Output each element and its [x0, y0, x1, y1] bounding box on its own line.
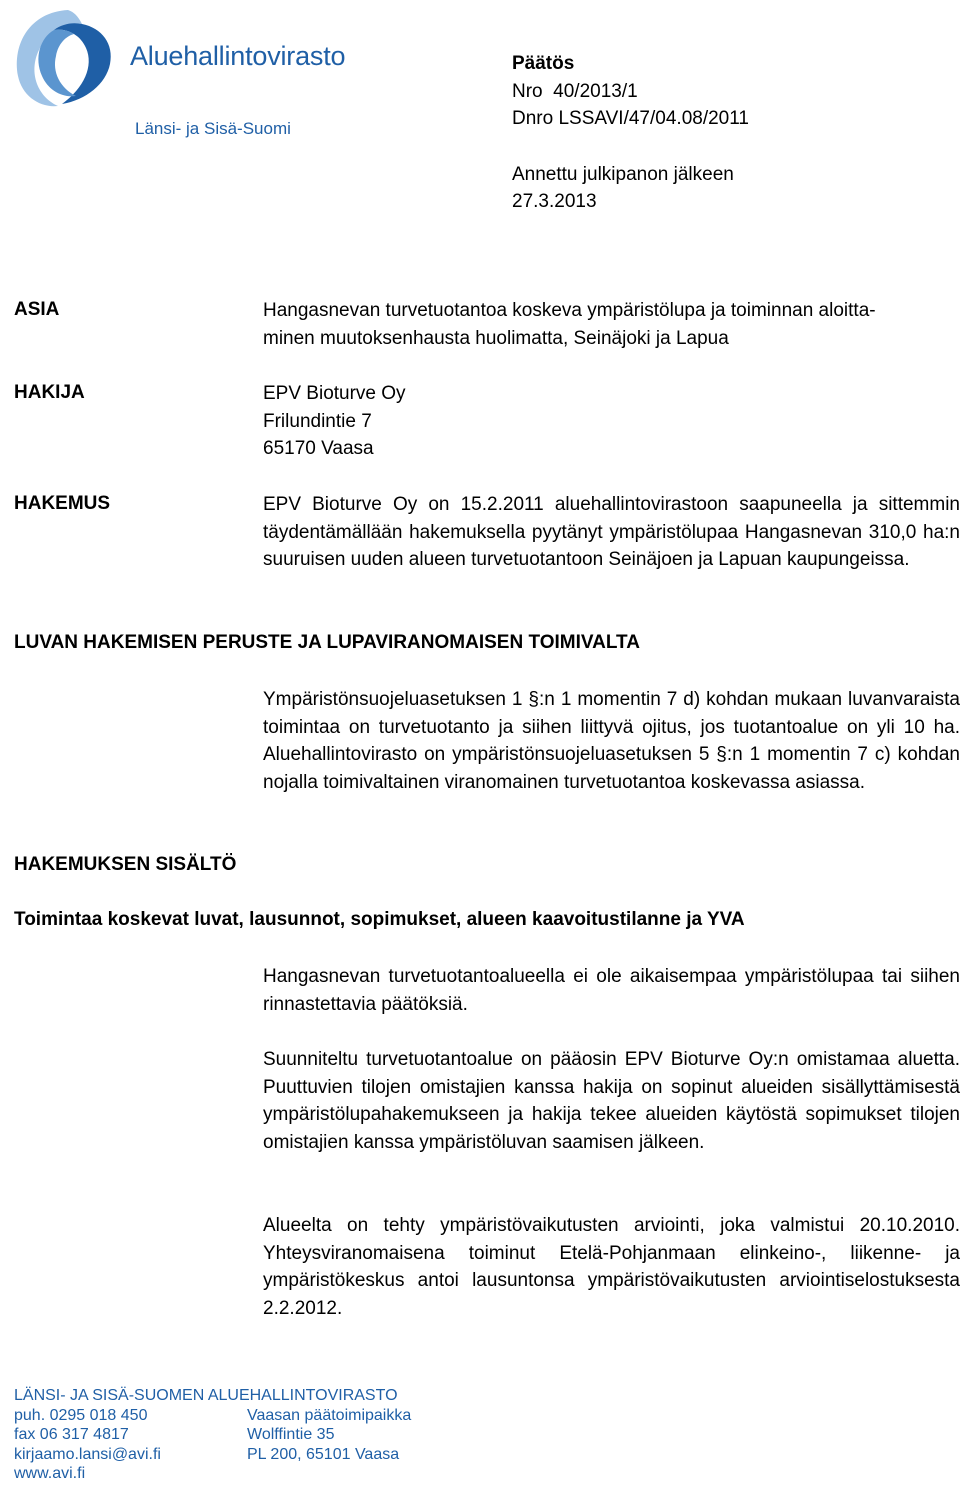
- paragraph-1: Hangasnevan turvetuotantoalueella ei ole aikaisempaa ympäristölupaa tai siihen rinnastettavia päätöksiä.: [263, 966, 960, 1015]
- region-name: Länsi- ja Sisä-Suomi: [135, 119, 291, 138]
- decision-title: Päätös: [512, 53, 575, 74]
- asia-text: Hangasnevan turvetuotantoa koskeva ympäristölupa ja toiminnan aloitta- minen muutoksenhausta huolimatta, Seinäjoki ja Lapua: [263, 300, 876, 349]
- footer-fax: fax 06 317 4817: [14, 1426, 129, 1443]
- hakija-label: HAKIJA: [14, 382, 85, 403]
- peruste-text: Ympäristönsuojeluasetuksen 1 §:n 1 momentin 7 d) kohdan mukaan luvanvaraista toimintaa on turvetuotanto ja siihen liittyvä ojitus, jos tuotantoalue on yli 10 ha. Aluehallintovirasto on ympäristönsuojeluasetuksen 5 §:n 1 momentin 7 c) kohdan nojalla toimivaltainen viranomainen turvetuotantoa koskevassa asiassa.: [263, 689, 960, 793]
- footer-email[interactable]: kirjaamo.lansi@avi.fi: [14, 1445, 161, 1463]
- toimintaa-heading: Toimintaa koskevat luvat, lausunnot, sopimukset, alueen kaavoitustilanne ja YVA: [14, 909, 745, 930]
- decision-number: Nro 40/2013/1: [512, 80, 638, 102]
- hakemus-label: HAKEMUS: [14, 493, 111, 514]
- footer-org: LÄNSI- JA SISÄ-SUOMEN ALUEHALLINTOVIRASTO: [14, 1387, 398, 1404]
- footer-address: [247, 1406, 411, 1465]
- footer-office: Vaasan päätoimipaikka: [247, 1406, 412, 1424]
- issued-date: 27.3.2013: [512, 191, 597, 212]
- asia-label: ASIA: [14, 299, 60, 320]
- footer-street: Wolffintie 35: [247, 1426, 335, 1443]
- paragraph-3: Alueelta on tehty ympäristövaikutusten arviointi, joka valmistui 20.10.2010. Yhteysviranomaisena toiminut Etelä-Pohjanmaan elinkeino-, liikenne- ja ympäristökeskus antoi lausuntonsa ympäristövaikutusten arviointiselostuksesta 2.2.2012.: [263, 1215, 960, 1319]
- decision-dnro: Dnro LSSAVI/47/04.08/2011: [512, 108, 749, 129]
- peruste-heading: LUVAN HAKEMISEN PERUSTE JA LUPAVIRANOMAISEN TOIMIVALTA: [14, 632, 640, 653]
- footer-postal: PL 200, 65101 Vaasa: [247, 1445, 400, 1463]
- logo-wordmark: Aluehallintovirasto: [130, 41, 346, 71]
- footer: [14, 1386, 412, 1484]
- issued-label: Annettu julkipanon jälkeen: [512, 163, 734, 185]
- footer-phone: puh. 0295 018 450: [14, 1406, 148, 1424]
- hakija-address: EPV Bioturve Oy Frilundintie 7 65170 Vaasa: [263, 383, 406, 459]
- decision-info: [512, 50, 749, 216]
- paragraph-2: Suunniteltu turvetuotantoalue on pääosin EPV Bioturve Oy:n omistamaa aluetta. Puuttuvien tilojen omistajien kanssa hakija on sopinut alueiden sisällyttämisestä ympäristölupahakemukseen ja hakija tekee alueiden käytöstä sopimukset tilojen omistajien kanssa ympäristöluvan saamisen jälkeen.: [263, 1049, 960, 1153]
- footer-web[interactable]: www.avi.fi: [14, 1465, 86, 1482]
- sisalto-heading: HAKEMUKSEN SISÄLTÖ: [14, 854, 237, 875]
- hakemus-text: EPV Bioturve Oy on 15.2.2011 aluehallintovirastoon saapuneella ja sittemmin täydentämällään hakemuksella pyytänyt ympäristölupaa Hangasnevan 310,0 ha:n suuruisen uuden alueen turvetuotantoon Seinäjoen ja Lapuan kaupungeissa.: [263, 494, 960, 570]
- logo-swirl-icon: [10, 4, 130, 114]
